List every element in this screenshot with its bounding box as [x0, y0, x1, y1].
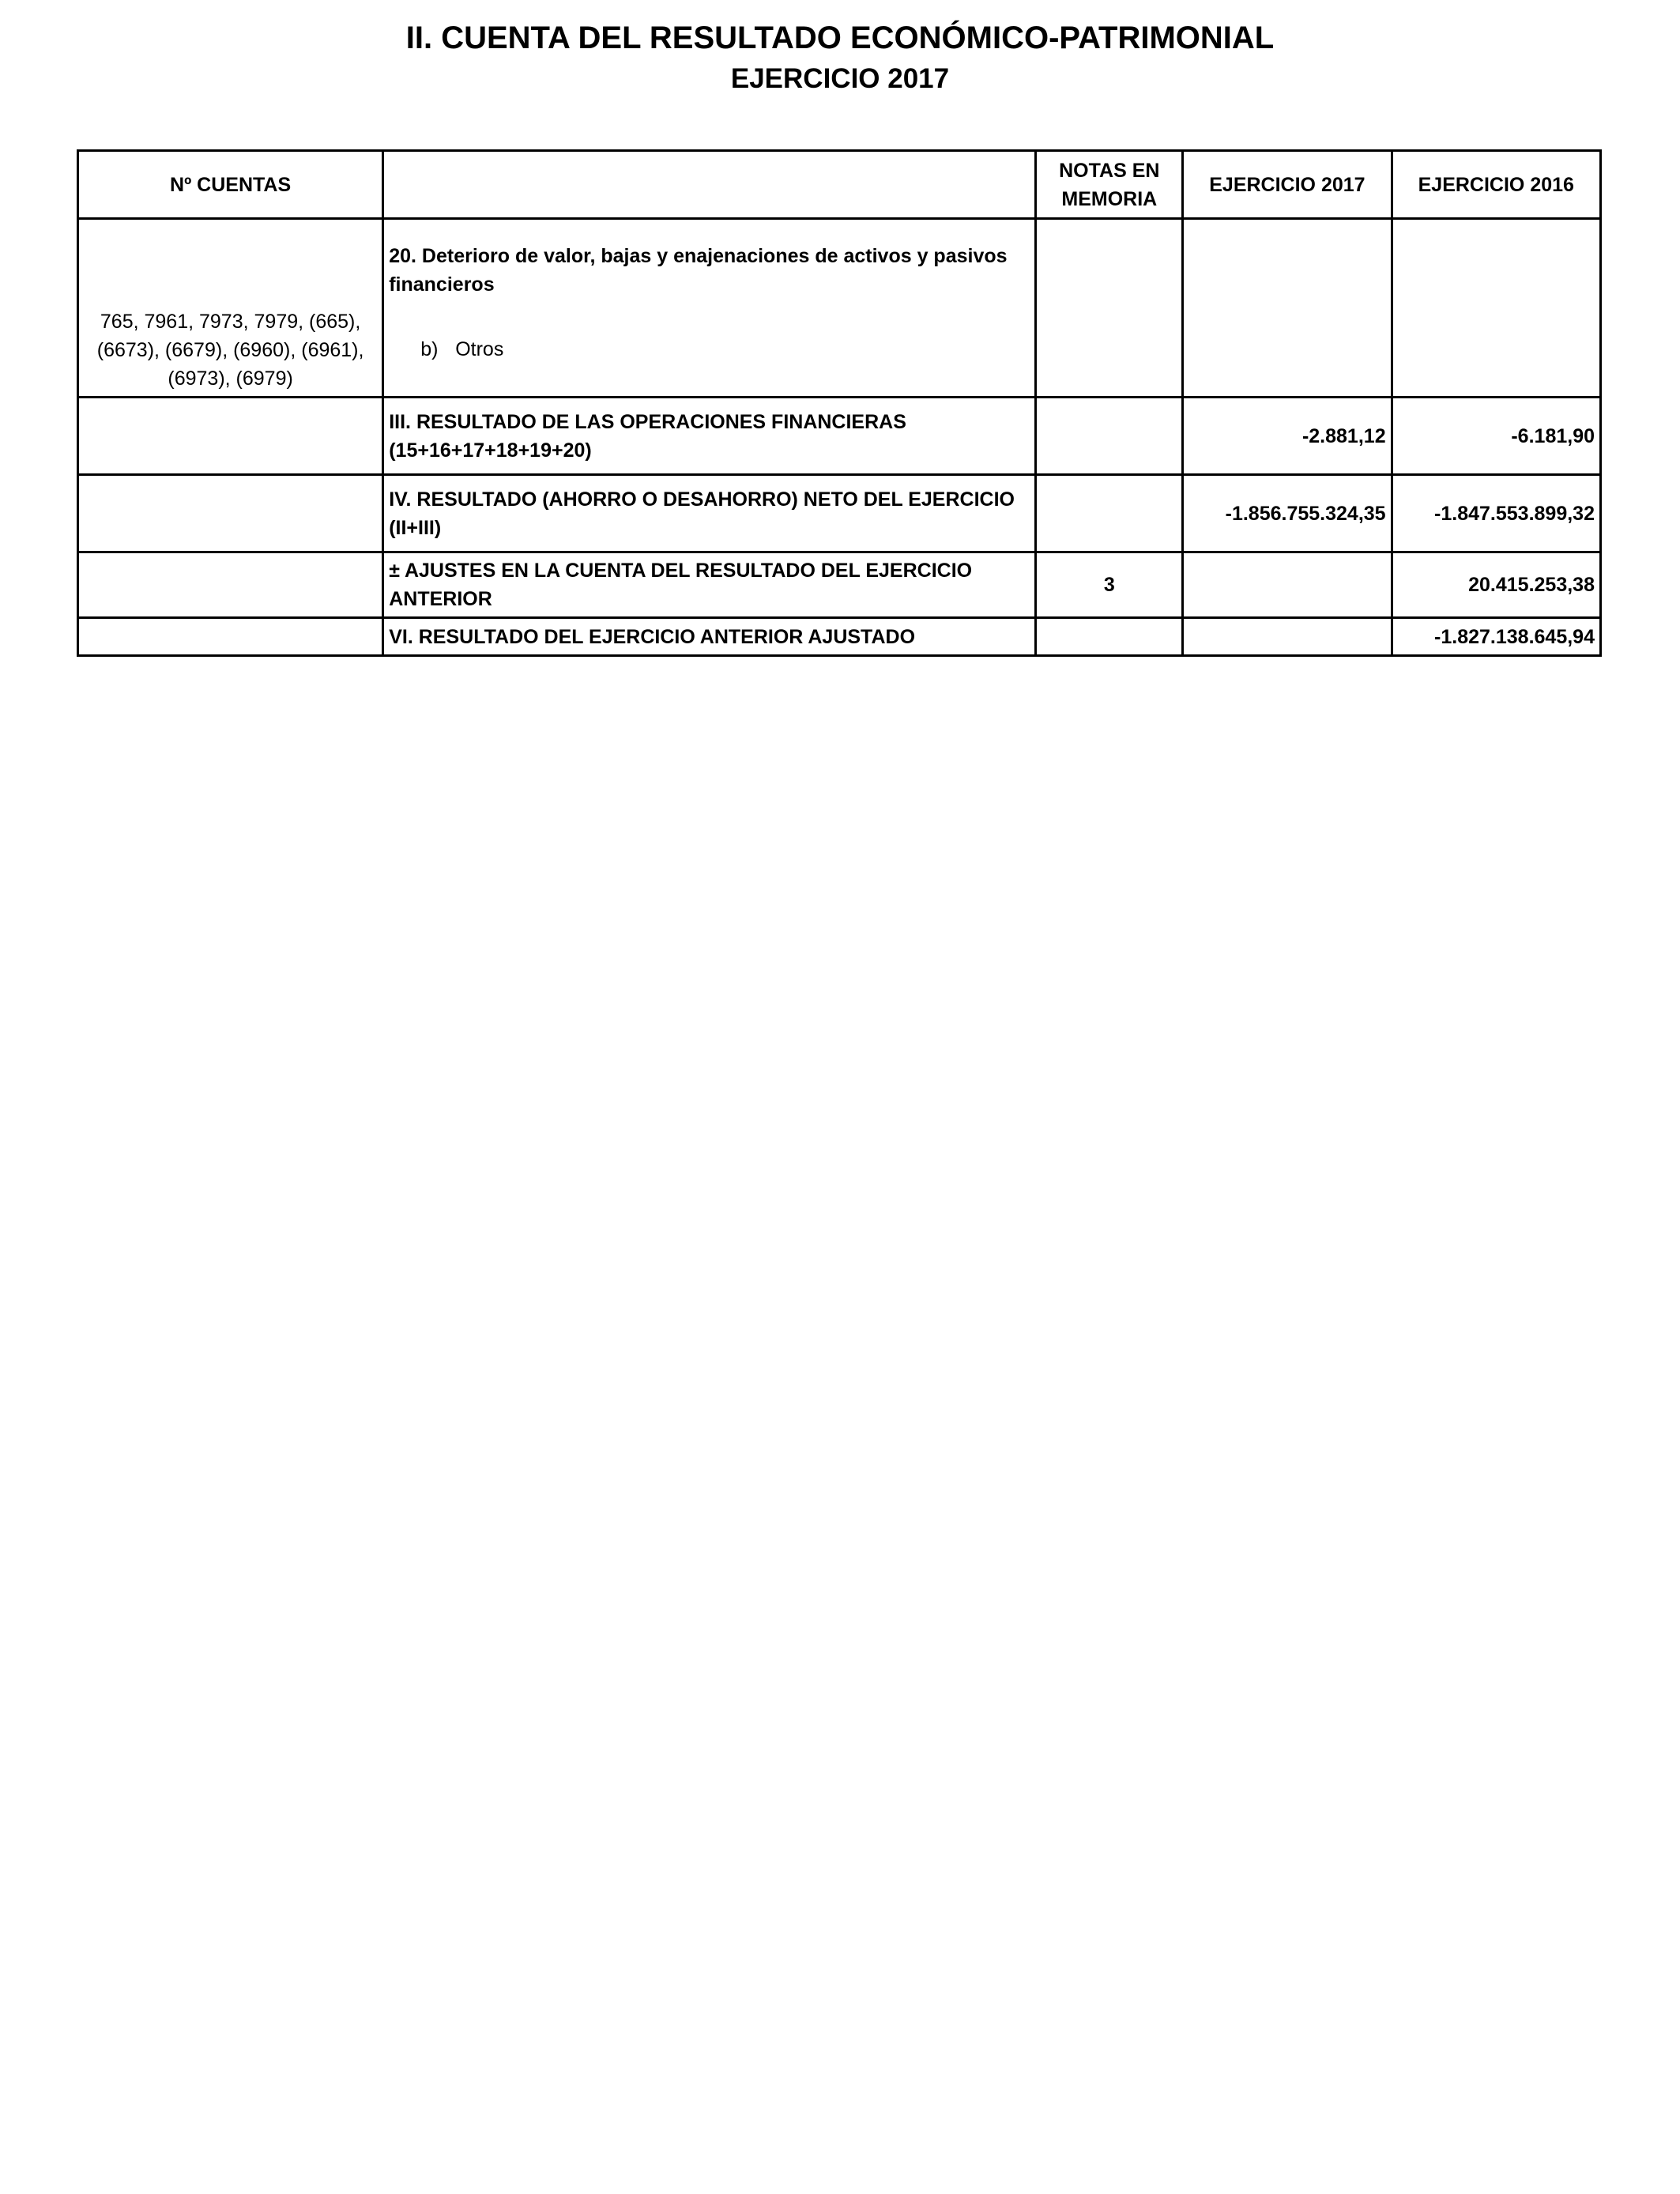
cell-notes: [1036, 219, 1183, 398]
cell-concept: ± AJUSTES EN LA CUENTA DEL RESULTADO DEL EJERCICIO ANTERIOR: [383, 552, 1036, 618]
col-header-concept: [383, 151, 1036, 219]
cell-2017: -1.856.755.324,35: [1183, 475, 1392, 552]
cell-2016: [1392, 219, 1600, 398]
concept-heading: 20. Deterioro de valor, bajas y enajenaciones de activos y pasivos financieros: [389, 245, 1008, 296]
col-header-2016: EJERCICIO 2016: [1392, 151, 1600, 219]
cell-notes: [1036, 475, 1183, 552]
cell-accounts: [78, 552, 383, 618]
cell-2016: -6.181,90: [1392, 398, 1600, 475]
page-subtitle: EJERCICIO 2017: [730, 63, 950, 94]
sub-item-text: Otros: [455, 338, 504, 360]
sub-item-label: b): [420, 338, 439, 360]
col-header-notes: NOTAS EN MEMORIA: [1036, 151, 1183, 219]
cell-concept: III. RESULTADO DE LAS OPERACIONES FINANCIERAS (15+16+17+18+19+20): [383, 398, 1036, 475]
table-row: [78, 219, 1601, 398]
table-header-row: [78, 151, 1601, 219]
table-row: [78, 475, 1601, 552]
cell-accounts: [78, 475, 383, 552]
cell-2017: [1183, 618, 1392, 656]
table-row: [78, 618, 1601, 656]
results-table: [77, 149, 1602, 657]
cell-notes: 3: [1036, 552, 1183, 618]
cell-2016: -1.827.138.645,94: [1392, 618, 1600, 656]
cell-accounts: [78, 618, 383, 656]
cell-notes: [1036, 398, 1183, 475]
cell-2017: -2.881,12: [1183, 398, 1392, 475]
cell-2016: 20.415.253,38: [1392, 552, 1600, 618]
cell-2017: [1183, 219, 1392, 398]
col-header-2017: EJERCICIO 2017: [1183, 151, 1392, 219]
cell-2017: [1183, 552, 1392, 618]
cell-concept: [383, 219, 1036, 398]
page-title: II. CUENTA DEL RESULTADO ECONÓMICO-PATRIMONIAL: [405, 21, 1275, 55]
cell-concept: IV. RESULTADO (AHORRO O DESAHORRO) NETO DEL EJERCICIO (II+III): [383, 475, 1036, 552]
cell-accounts: [78, 398, 383, 475]
col-header-accounts: Nº CUENTAS: [78, 151, 383, 219]
cell-2016: -1.847.553.899,32: [1392, 475, 1600, 552]
sub-item: [389, 335, 1030, 364]
cell-accounts: 765, 7961, 7973, 7979, (665), (6673), (6679), (6960), (6961), (6973), (6979): [78, 219, 383, 398]
cell-concept: VI. RESULTADO DEL EJERCICIO ANTERIOR AJUSTADO: [383, 618, 1036, 656]
cell-notes: [1036, 618, 1183, 656]
table-row: [78, 552, 1601, 618]
table-row: [78, 398, 1601, 475]
